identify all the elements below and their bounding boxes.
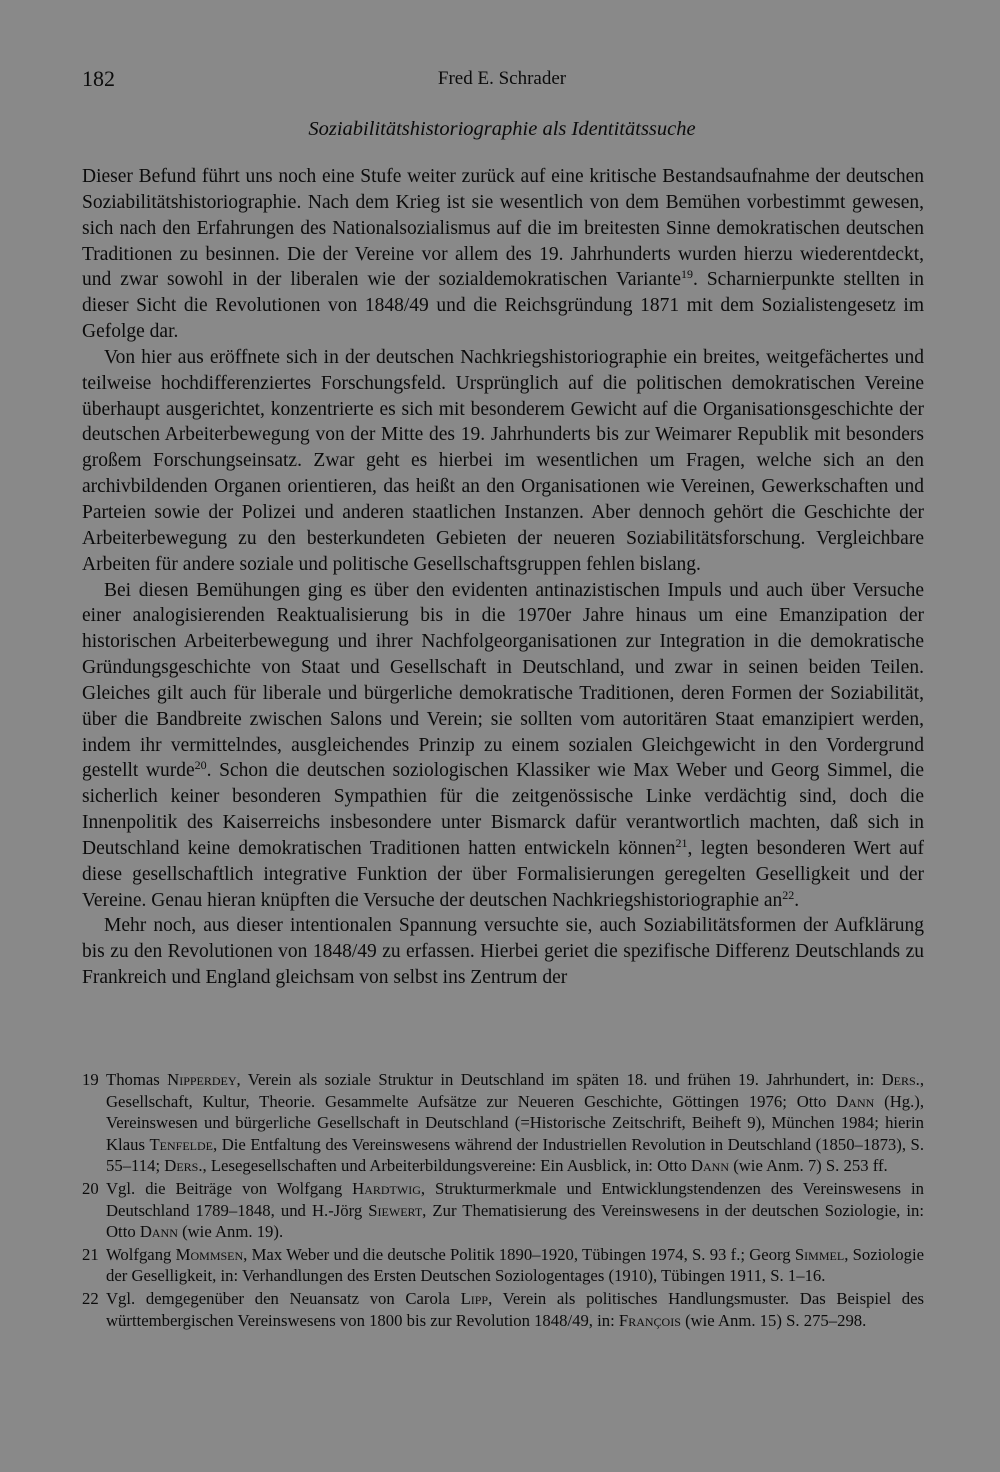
text-run: (wie Anm. 15) S. 275–298. — [680, 1310, 867, 1330]
text-run: , Strukturmerkmale und Entwicklungstendenzen des Vereinswesens in Deutschland 1789–1848, und H.-Jörg — [106, 1178, 925, 1220]
paragraph — [82, 164, 924, 345]
author-name: Nipperdey — [167, 1070, 237, 1089]
author-name: Dann — [690, 1156, 730, 1176]
text-run: , Gesellschaft, Kultur, Theorie. Gesammelte Aufsätze zur Neueren Geschichte, Göttingen 1976; Otto — [106, 1070, 925, 1111]
author-name: Mommsen — [175, 1244, 244, 1264]
footnote-number: 22 — [82, 1288, 99, 1308]
text-run: Von hier aus eröffnete sich in der deutschen Nachkriegshistoriographie ein breites, weitgefächertes und teilweise hochdifferenziertes Forschungsfeld. Ursprünglich auf die politischen demokratischen Vereine überhaupt ausgerichtet, konzentrierte es sich mit besonderem Gewicht auf die Organisationsgeschichte der deutschen Arbeiterbewegung von der Mitte des 19. Jahrhunderts bis zur Weimarer Republik mit besonders großem Forschungseinsatz. Zwar geht es hierbei im wesentlichen um Fragen, welche sich an den archivbildenden Organen orientieren, das heißt an den Organisationen wie Vereinen, Gewerkschaften und Parteien sowie der Polizei und anderen staatlichen Instanzen. Aber dennoch gehört die Geschichte der Arbeiterbewegung zu den besterkundeten Gebieten der neueren Soziabilitätsforschung. Vergleichbare Arbeiten für andere soziale und politische Gesellschaftsgruppen fehlen bislang. — [82, 346, 924, 575]
author-name: Simmel — [794, 1244, 845, 1264]
paragraph — [82, 345, 924, 578]
text-run: Mehr noch, aus dieser intentionalen Spannung versuchte sie, auch Soziabilitätsformen der Aufklärung bis zu den Revolutionen von 1848/49 zu erfassen. Hierbei geriet die spezifische Differenz Deutschlands zu Frankreich und England gleichsam von selbst ins Zentrum der — [82, 915, 924, 989]
page-header — [82, 66, 922, 98]
text-run: . Scharnierpunkte stellten in dieser Sicht die Revolutionen von 1848/49 und die Reichsgründung 1871 mit dem Sozialistengesetz im Gefolge dar. — [82, 269, 925, 343]
footnote — [82, 1178, 924, 1243]
text-run: , Verein als soziale Struktur in Deutschland im späten 18. und frühen 19. Jahrhundert, in: — [236, 1070, 882, 1089]
author-name: Ders. — [881, 1070, 920, 1089]
text-run: . — [794, 889, 800, 911]
text-run: Vgl. demgegenüber den Neuansatz von Carola — [106, 1288, 461, 1308]
text-run: Dieser Befund führt uns noch eine Stufe weiter zurück auf eine kritische Bestandsaufnahme der deutschen Soziabilitätshistoriographie. Nach dem Krieg ist sie wesentlich von dem Bemühen vorbestimmt gewesen, sich nach den Erfahrungen des Nationalsozialismus auf die im breitesten Sinne demokratischen deutschen Traditionen zu besinnen. Die der Vereine vor allem des 19. Jahrhunderts wurden hierzu wiederentdeckt, und zwar sowohl in der liberalen wie der sozialdemokratischen Variante — [82, 166, 924, 291]
author-name: Siewert — [368, 1200, 423, 1220]
text-run: (Hg.), Vereinswesen und bürgerliche Gesellschaft in Deutschland (=Historische Zeitschrift, Beiheft 9), München 1984; hierin Klaus — [106, 1091, 925, 1154]
paragraph — [82, 578, 924, 914]
text-run: , Soziologie der Geselligkeit, in: Verhandlungen des Ersten Deutschen Soziologentages (1910), Tübingen 1911, S. 1–16. — [106, 1244, 924, 1286]
text-run: . Schon die deutschen soziologischen Klassiker wie Max Weber und Georg Simmel, die sicherlich keiner besonderen Sympathien für die zeitgenössische Linke verdächtig sind, doch die Innenpolitik des Kaiserreichs insbesondere unter Bismarck dafür verantwortlich machten, daß sich in Deutschland keine demokratischen Traditionen hatten entwickeln können — [82, 760, 924, 859]
footnote-ref: 22 — [782, 887, 795, 902]
footnotes — [82, 1069, 924, 1332]
author-name: Dann — [836, 1091, 875, 1111]
author-name: Dann — [139, 1222, 178, 1242]
text-run: Bei diesen Bemühungen ging es über den evidenten antinazistischen Impuls und auch über Versuche einer analogisierenden Reaktualisierung bis in die 1970er Jahre hinaus um eine Emanzipation der historischen Arbeiterbewegung und ihrer Nachfolgeorganisationen zur Integration in die demokratische Gründungsgeschichte von Staat und Gesellschaft in Deutschland, und zwar in seinen beiden Teilen. Gleiches gilt auch für liberale und bürgerliche demokratische Traditionen, deren Formen der Soziabilität, über die Bandbreite zwischen Salons und Verein; sie sollten vom autoritären Staat emanzipiert werden, indem ihr vermittelndes, ausgleichendes Prinzip zu einem sozialen Gleichgewicht in den Vordergrund gestellt wurde — [82, 579, 924, 782]
text-run: Wolfgang — [106, 1244, 176, 1264]
footnote-ref: 20 — [194, 758, 207, 773]
footnote-ref: 21 — [675, 835, 688, 850]
footnote-number: 21 — [82, 1244, 99, 1264]
author-name: Ders. — [164, 1156, 203, 1176]
author-name: François — [618, 1310, 681, 1330]
text-run: Vgl. die Beiträge von Wolfgang — [106, 1178, 353, 1198]
author-name: Hardtwig — [352, 1178, 421, 1198]
text-run: , legten besonderen Wert auf diese gesellschaftlich integrative Funktion der über Formalisierungen geregelten Geselligkeit und der Vereine. Genau hieran knüpften die Versuche der deutschen Nachkriegshistoriographie an — [82, 837, 925, 911]
footnote — [82, 1244, 924, 1287]
footnote — [82, 1288, 924, 1331]
running-head: Fred E. Schrader — [437, 68, 567, 89]
footnote-ref: 19 — [680, 267, 693, 282]
footnote-number: 19 — [82, 1070, 99, 1089]
text-run: , Zur Thematisierung des Vereinswesens in der deutschen Soziologie, in: Otto — [106, 1200, 924, 1242]
text-run: (wie Anm. 7) S. 253 ff. — [729, 1156, 888, 1176]
text-run: Thomas — [106, 1070, 168, 1089]
text-run: , Verein als politisches Handlungsmuster. Das Beispiel des württembergischen Vereinswesens von 1800 bis zur Revolution 1848/49, in: — [106, 1288, 924, 1330]
paragraph — [82, 913, 924, 991]
text-run: , Die Entfaltung des Vereinswesens während der Industriellen Revolution in Deutschland (1850–1873), S. 55–114; — [106, 1134, 924, 1176]
footnote — [82, 1069, 924, 1177]
author-name: Lipp — [460, 1288, 489, 1308]
page-number: 182 — [82, 66, 115, 91]
body-text — [82, 164, 924, 991]
section-title: Soziabilitätshistoriographie als Identitätssuche — [308, 118, 696, 140]
text-run: , Lesegesellschaften und Arbeiterbildungsvereine: Ein Ausblick, in: Otto — [202, 1156, 691, 1176]
text-run: , Max Weber und die deutsche Politik 1890–1920, Tübingen 1974, S. 93 f.; Georg — [243, 1244, 795, 1264]
author-name: Tenfelde — [149, 1134, 214, 1154]
text-run: (wie Anm. 19). — [177, 1222, 284, 1242]
footnote-number: 20 — [82, 1178, 99, 1198]
